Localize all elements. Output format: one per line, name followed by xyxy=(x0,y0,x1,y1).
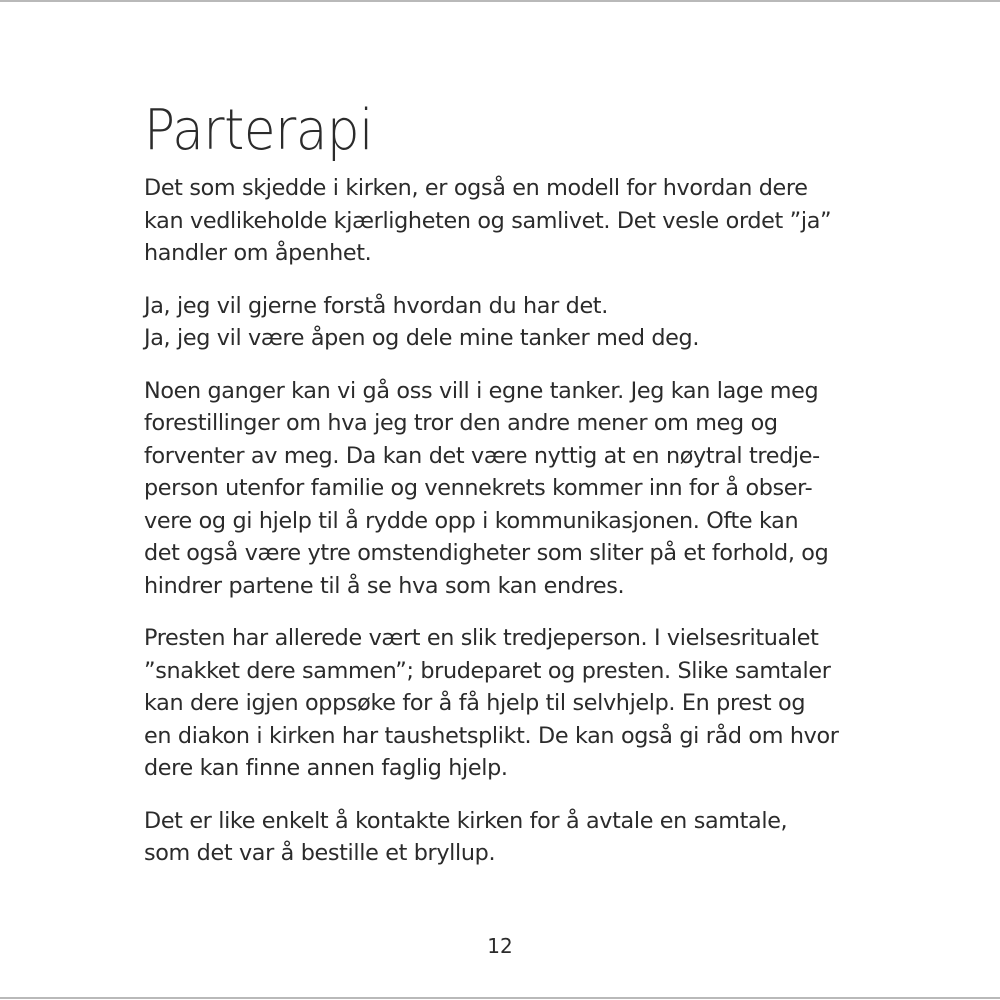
paragraph-third-person xyxy=(144,375,924,603)
page-top-border xyxy=(0,0,1000,2)
text-line: Noen ganger kan vi gå oss vill i egne tanker. Jeg kan lage meg xyxy=(144,377,819,404)
text-line: hindrer partene til å se hva som kan endres. xyxy=(144,572,625,599)
text-line: Ja, jeg vil være åpen og dele mine tanker med deg. xyxy=(144,325,700,351)
document-page xyxy=(144,96,924,890)
text-line: Presten har allerede vært en slik tredjeperson. I vielsesritualet xyxy=(144,625,819,651)
text-line: ”snakket dere sammen”; brudeparet og presten. Slike samtaler xyxy=(144,657,831,684)
text-line: forestillinger om hva jeg tror den andre mener om meg og xyxy=(144,410,778,436)
text-line: handler om åpenhet. xyxy=(144,240,372,266)
text-line: dere kan finne annen faglig hjelp. xyxy=(144,755,508,781)
text-line: person utenfor familie og vennekrets kommer inn for å obser- xyxy=(144,475,813,501)
text-line: forventer av meg. Da kan det være nyttig at en nøytral tredje- xyxy=(144,442,820,469)
text-line: kan vedlikeholde kjærligheten og samlivet. Det vesle ordet ”ja” xyxy=(144,207,832,234)
text-line: kan dere igjen oppsøke for å få hjelp til selvhjelp. En prest og xyxy=(144,690,806,716)
text-line: som det var å bestille et bryllup. xyxy=(144,840,496,866)
text-line: det også være ytre omstendigheter som sliter på et forhold, og xyxy=(144,540,829,566)
paragraph-contact xyxy=(144,805,924,870)
page-number: 12 xyxy=(487,934,513,958)
page-title: Parterapi xyxy=(144,98,374,163)
text-line: en diakon i kirken har taushetsplikt. De kan også gi råd om hvor xyxy=(144,722,839,749)
text-line: vere og gi hjelp til å rydde opp i kommunikasjonen. Ofte kan xyxy=(144,507,799,534)
paragraph-ja-statements xyxy=(144,290,924,355)
paragraph-priest xyxy=(144,622,924,785)
page-bottom-border xyxy=(0,997,1000,999)
text-line: Ja, jeg vil gjerne forstå hvordan du har det. xyxy=(144,292,608,319)
paragraph-intro xyxy=(144,172,924,270)
text-line: Det er like enkelt å kontakte kirken for å avtale en samtale, xyxy=(144,807,788,834)
text-line: Det som skjedde i kirken, er også en modell for hvordan dere xyxy=(144,175,808,201)
